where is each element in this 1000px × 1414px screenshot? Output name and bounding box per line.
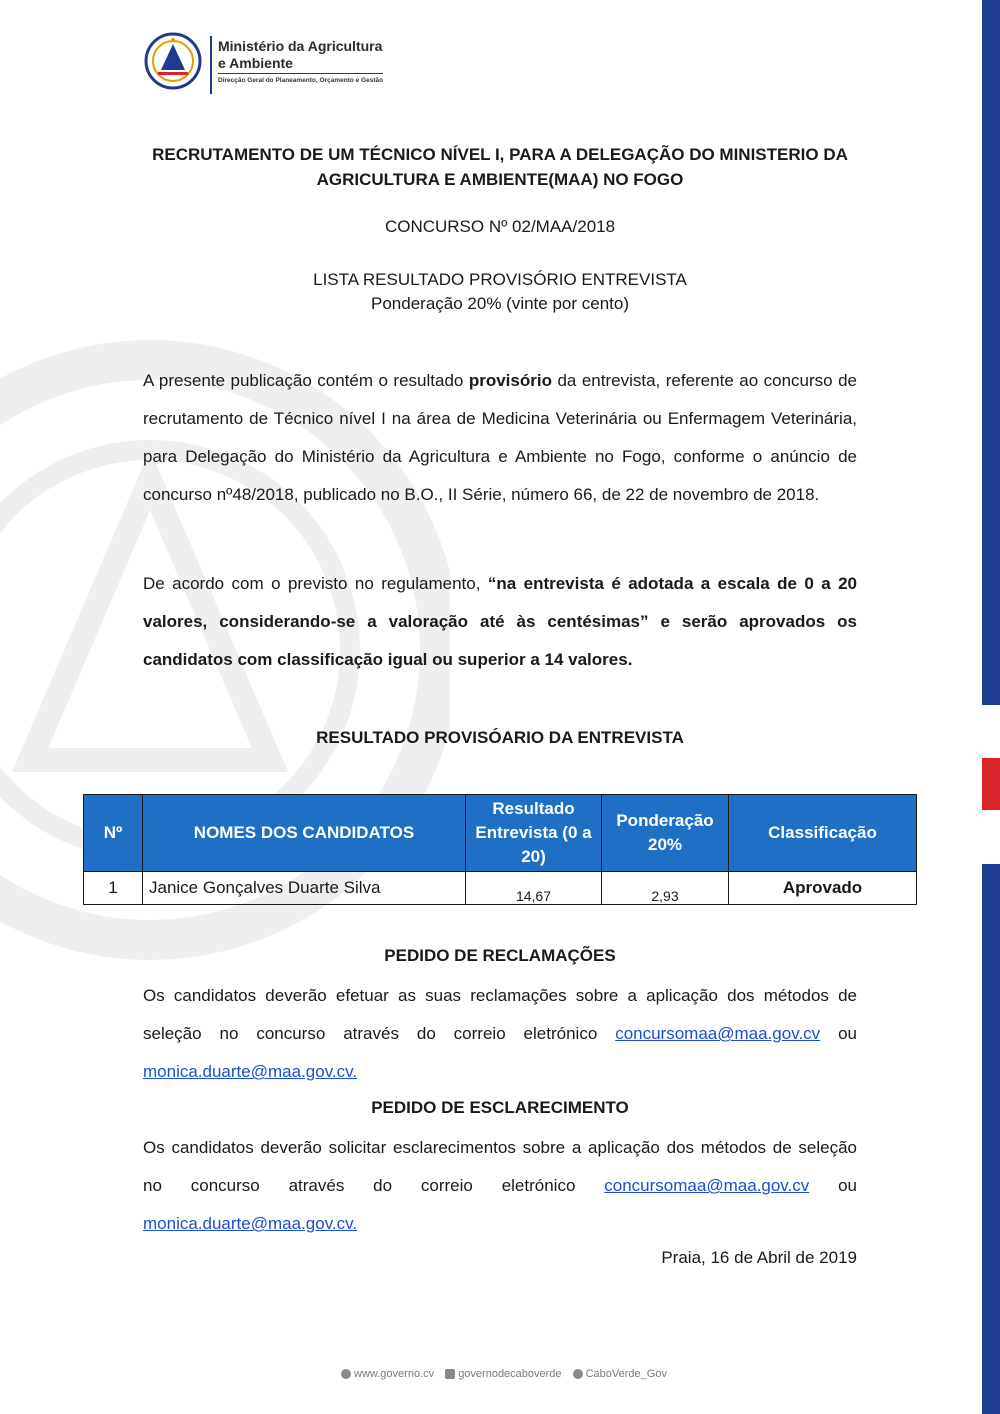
reclamacoes-email-link-1[interactable]: concursomaa@maa.gov.cv [615,1024,821,1043]
footer [0,1368,1000,1380]
side-bar-blue-bottom [982,864,1000,1414]
national-emblem-icon [144,32,202,90]
reclamacoes-or: ou [820,1024,857,1043]
footer-twitter[interactable]: CaboVerde_Gov [585,1368,667,1380]
document-title: RECRUTAMENTO DE UM TÉCNICO NÍVEL I, PARA A DELEGAÇÃO DO MINISTERIO DA AGRICULTURA E AMBIENTE(MAA) NO FOGO [152,145,848,189]
reclamacoes-text: Os candidatos deverão efetuar as suas reclamações sobre a aplicação dos métodos de seleção no concurso através do correio eletrónico [143,986,857,1043]
side-bar-blue-top [982,0,1000,705]
lista-title: LISTA RESULTADO PROVISÓRIO ENTREVISTA [313,270,687,289]
concurso-number: CONCURSO Nº 02/MAA/2018 [384,217,616,236]
org-name-line2: e Ambiente [218,55,383,74]
footer-website[interactable]: www.governo.cv [354,1368,435,1380]
twitter-icon [573,1369,583,1379]
table-header-row [84,795,917,872]
header-classificacao: Classificação [729,795,917,872]
org-department: Direcção Geral do Planeamento, Orçamento e Gestão [218,77,384,84]
org-name-line1: Ministério da Agricultura [218,38,383,54]
esclarecimento-email-link-2[interactable]: monica.duarte@maa.gov.cv. [143,1214,358,1233]
esclarecimento-heading: PEDIDO DE ESCLARECIMENTO [371,1098,629,1117]
esclarecimento-text: Os candidatos deverão solicitar esclarecimentos sobre a aplicação dos métodos de seleção no concurso através do correio eletrónico [143,1138,857,1195]
cell-resultado: 14,67 [466,872,602,905]
footer-facebook[interactable]: governodecaboverde [458,1368,562,1380]
esclarecimento-email-link-1[interactable]: concursomaa@maa.gov.cv [604,1176,810,1195]
table-row [84,872,917,905]
cell-ponderacao: 2,93 [602,872,729,905]
results-table [83,794,917,905]
cell-classificacao: Aprovado [729,872,917,905]
document-date: Praia, 16 de Abril de 2019 [661,1248,857,1267]
logo-separator [210,36,212,94]
facebook-icon [445,1369,455,1379]
cell-name: Janice Gonçalves Duarte Silva [143,872,466,905]
side-bar-red [982,758,1000,810]
intro-text-2: da entrevista, referente ao concurso de recrutamento de Técnico nível I na área de Medicina Veterinária ou Enfermagem Veterinária, para Delegação do Ministério da Agricultura e Ambiente no Fogo, conforme o anúncio de concurso nº48/2018, publicado no B.O., II Série, número 66, de 22 de novembro de 2018. [143,371,857,504]
results-heading: RESULTADO PROVISÓARIO DA ENTREVISTA [316,728,684,747]
header-resultado: Resultado Entrevista (0 a 20) [466,795,602,872]
lista-heading [143,268,857,316]
reclamacoes-email-link-2[interactable]: monica.duarte@maa.gov.cv. [143,1062,358,1081]
intro-bold: provisório [468,371,552,390]
ponderacao-subtitle: Ponderação 20% (vinte por cento) [371,294,629,313]
intro-paragraph [143,362,857,514]
reclamacoes-paragraph [143,977,857,1091]
cell-num: 1 [84,872,143,905]
esclarecimento-or: ou [809,1176,857,1195]
intro-text-1: A presente publicação contém o resultado [143,371,469,390]
header-num: Nº [84,795,143,872]
regulation-quote: “na entrevista é adotada a escala de 0 a 20 valores, considerando-se a valoração até às centésimas” e serão aprovados os candidatos com classificação igual ou superior a 14 valores. [143,574,857,669]
esclarecimento-paragraph [143,1129,857,1243]
header-ponderacao: Ponderação 20% [602,795,729,872]
reclamacoes-heading: PEDIDO DE RECLAMAÇÕES [384,946,616,965]
globe-icon [341,1369,351,1379]
ministry-logo [144,32,383,94]
regulation-paragraph [143,565,857,679]
header-name: NOMES DOS CANDIDATOS [143,795,466,872]
regulation-text: De acordo com o previsto no regulamento, [143,574,488,593]
